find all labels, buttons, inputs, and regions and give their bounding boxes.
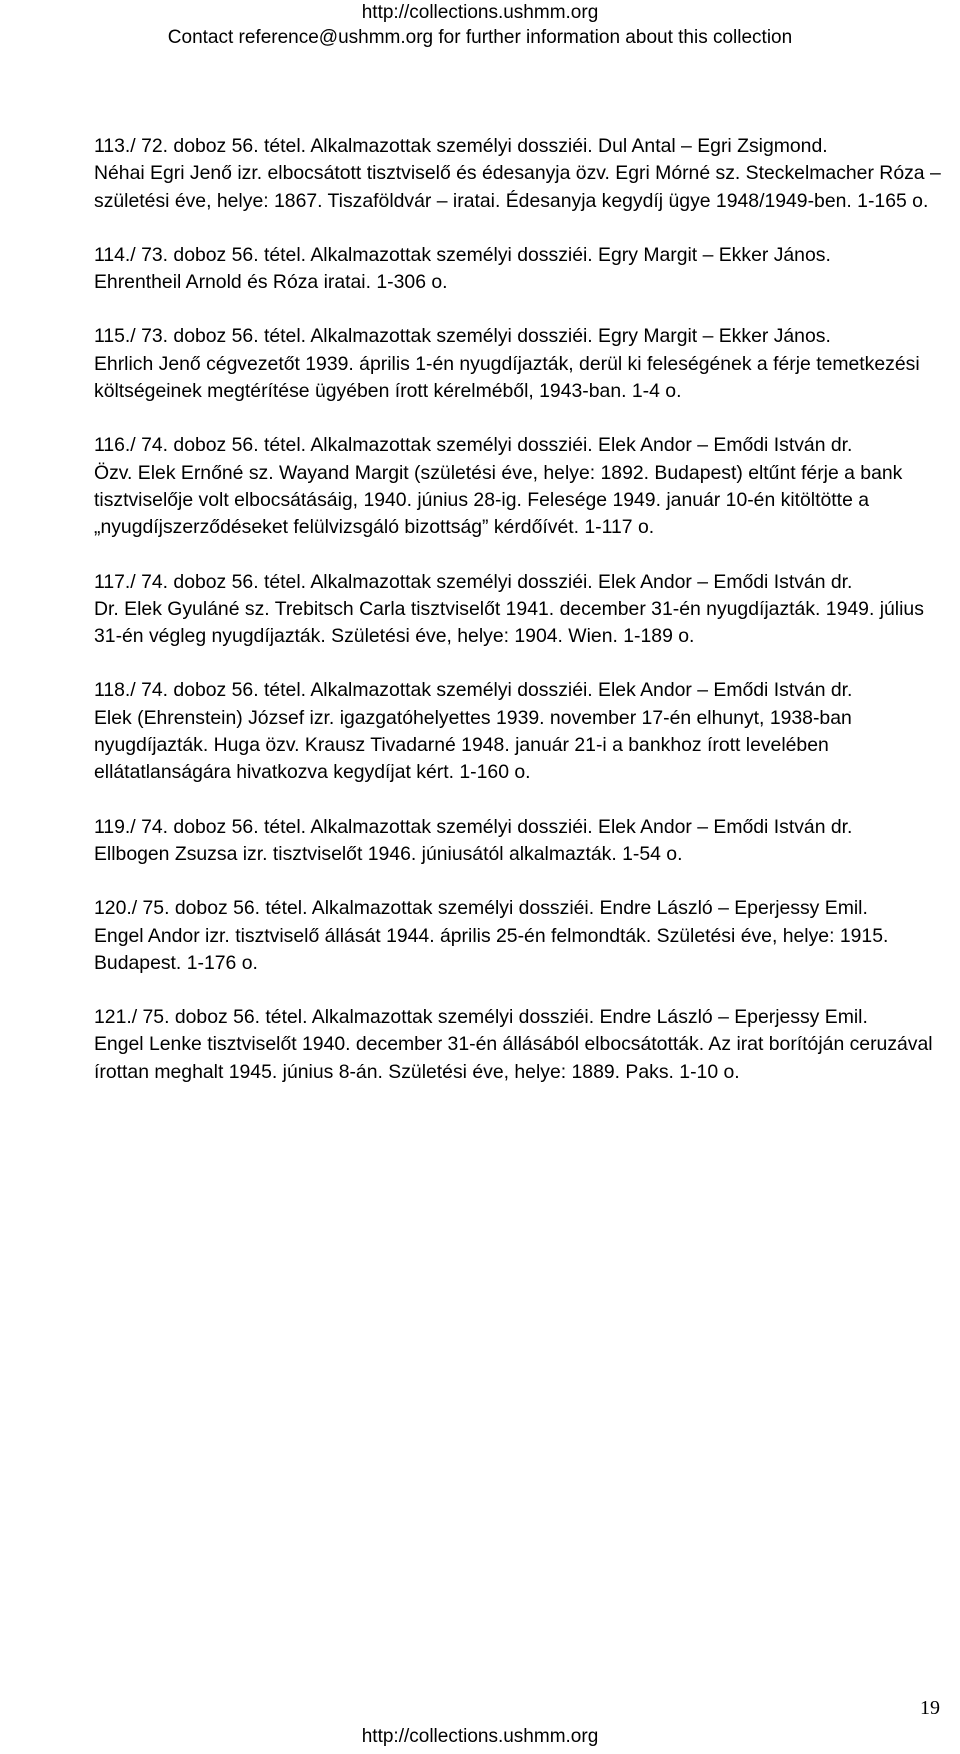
header-contact: Contact reference@ushmm.org for further information about this collection xyxy=(167,27,793,48)
entry-119 xyxy=(94,814,944,869)
entry-description: Ehrentheil Arnold és Róza iratai. 1-306 o. xyxy=(94,271,448,294)
entry-title: 119./ 74. doboz 56. tétel. Alkalmazottak személyi dossziéi. Elek Andor – Emődi István dr. xyxy=(94,815,853,838)
entry-title: 118./ 74. doboz 56. tétel. Alkalmazottak személyi dossziéi. Elek Andor – Emődi István dr. xyxy=(94,679,853,702)
entry-title: 120./ 75. doboz 56. tétel. Alkalmazottak személyi dossziéi. Endre László – Eperjessy Emil. xyxy=(94,897,868,920)
entry-114 xyxy=(94,242,944,297)
entry-title: 114./ 73. doboz 56. tétel. Alkalmazottak személyi dossziéi. Egry Margit – Ekker János. xyxy=(94,243,831,266)
entry-description: Özv. Elek Ernőné sz. Wayand Margit (születési éve, helye: 1892. Budapest) eltűnt férje a bank tisztviselője volt elbocsátásáig, 1940. június 28-ig. Felesége 1949. január 10-én kitöltötte a „nyugdíjszerződéseket felülvizsgáló bizottság” kérdőívét. 1-117 o. xyxy=(94,461,903,539)
entry-title: 116./ 74. doboz 56. tétel. Alkalmazottak személyi dossziéi. Elek Andor – Emődi István dr. xyxy=(94,434,853,457)
entry-title: 115./ 73. doboz 56. tétel. Alkalmazottak személyi dossziéi. Egry Margit – Ekker János. xyxy=(94,325,831,348)
document-body xyxy=(94,133,944,1113)
entry-description: Néhai Egri Jenő izr. elbocsátott tisztviselő és édesanyja özv. Egri Mórné sz. Steckelmacher Róza – születési éve, helye: 1867. Tiszaföldvár – iratai. Édesanyja kegydíj ügye 1948/1949-ben. 1-165 o. xyxy=(94,162,941,212)
entry-description: Dr. Elek Gyuláné sz. Trebitsch Carla tisztviselőt 1941. december 31-én nyugdíjazták. 1949. július 31-én végleg nyugdíjazták. Születési éve, helye: 1904. Wien. 1-189 o. xyxy=(94,597,924,648)
entry-121 xyxy=(94,1004,944,1086)
entry-title: 113./ 72. doboz 56. tétel. Alkalmazottak személyi dossziéi. Dul Antal – Egri Zsigmond. xyxy=(94,135,828,157)
entry-115 xyxy=(94,323,944,405)
entry-116 xyxy=(94,432,944,541)
entry-title: 121./ 75. doboz 56. tétel. Alkalmazottak személyi dossziéi. Endre László – Eperjessy Emil. xyxy=(94,1006,868,1029)
page-header xyxy=(0,0,960,50)
entry-120 xyxy=(94,895,944,977)
entry-description: Ehrlich Jenő cégvezetőt 1939. április 1-én nyugdíjazták, derül ki feleségének a férje temetkezési költségeinek megtérítése ügyében írott kérelméből, 1943-ban. 1-4 o. xyxy=(94,352,920,403)
page-number: 19 xyxy=(920,1697,940,1719)
footer-url: http://collections.ushmm.org xyxy=(361,1726,599,1747)
header-url: http://collections.ushmm.org xyxy=(361,2,599,23)
entry-117 xyxy=(94,569,944,651)
entry-description: Engel Lenke tisztviselőt 1940. december 31-én állásából elbocsátották. Az irat borítóján ceruzával írottan meghalt 1945. június 8-án. Születési éve, helye: 1889. Paks. 1-10 o. xyxy=(94,1033,933,1083)
entry-118 xyxy=(94,677,944,786)
entry-description: Engel Andor izr. tisztviselő állását 1944. április 25-én felmondták. Születési éve, helye: 1915. Budapest. 1-176 o. xyxy=(94,924,889,974)
entry-description: Elek (Ehrenstein) József izr. igazgatóhelyettes 1939. november 17-én elhunyt, 1938-ban nyugdíjazták. Huga özv. Krausz Tivadarné 1948. január 21-i a bankhoz írott levelében ellátatlanságára hivatkozva kegydíjat kért. 1-160 o. xyxy=(94,706,852,784)
entry-description: Ellbogen Zsuzsa izr. tisztviselőt 1946. júniusától alkalmazták. 1-54 o. xyxy=(94,842,683,865)
entry-113 xyxy=(94,133,944,215)
entry-title: 117./ 74. doboz 56. tétel. Alkalmazottak személyi dossziéi. Elek Andor – Emődi István dr. xyxy=(94,570,853,593)
